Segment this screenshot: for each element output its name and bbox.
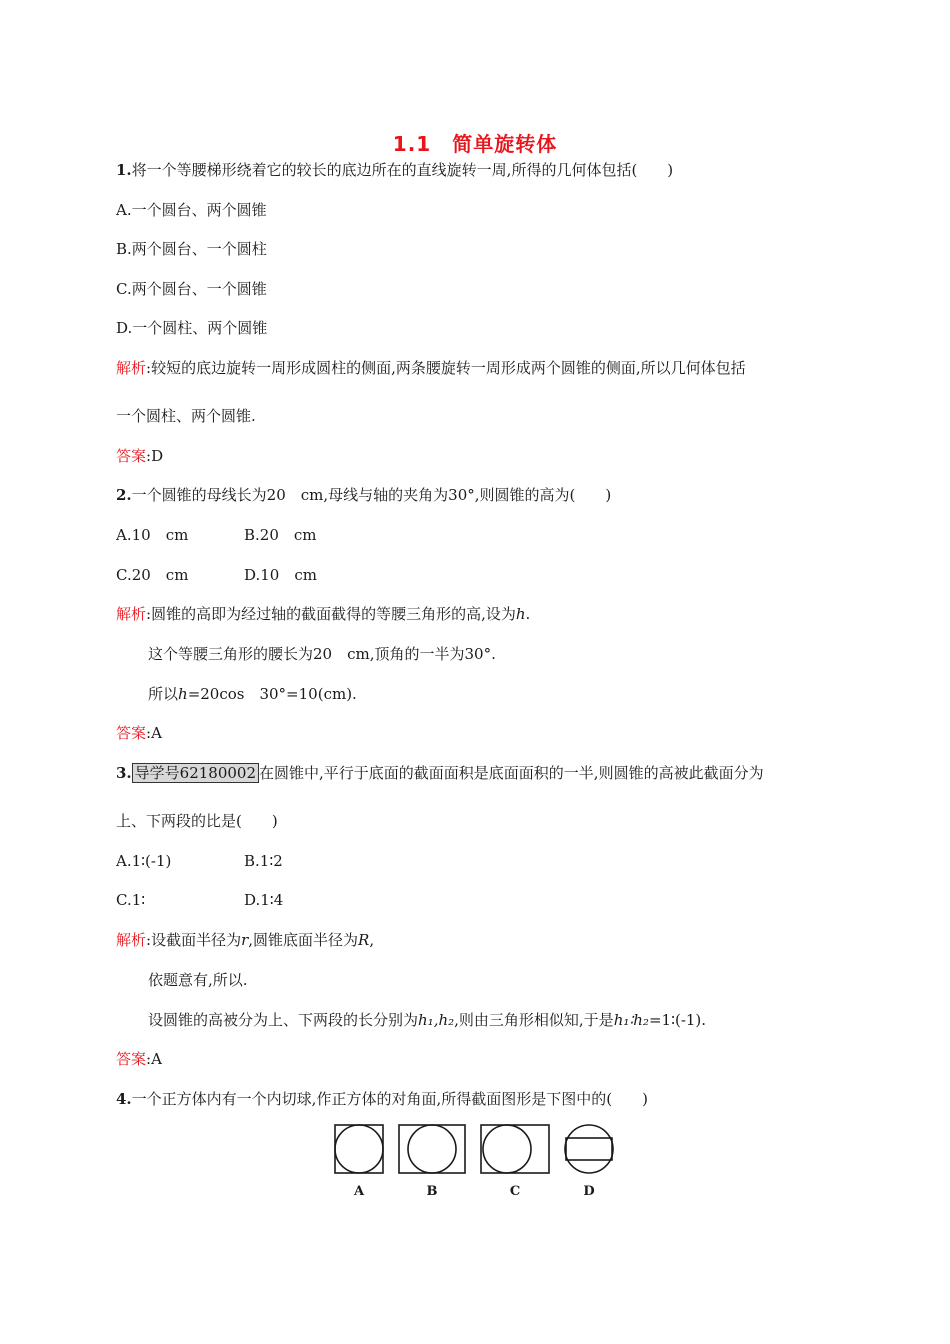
option-c: C.两个圆台、一个圆锥 (116, 280, 267, 298)
analysis-label: 解析 (116, 359, 147, 377)
question-stem-continued: 上、下两段的比是( ) (116, 812, 278, 830)
analysis-end: . (525, 605, 531, 623)
option-c: C.1∶ (116, 891, 146, 909)
question-number: 4. (116, 1090, 132, 1108)
question-2 (116, 485, 611, 505)
question-4 (116, 1089, 648, 1109)
analysis-line-3 (148, 684, 357, 704)
variable-R: R (358, 931, 370, 949)
variable-h: h (515, 605, 526, 623)
option-b: B.两个圆台、一个圆柱 (116, 240, 267, 258)
answer-label: 答案 (116, 724, 147, 742)
option-b: B.1∶2 (244, 852, 283, 870)
ratio: h₁∶h₂ (613, 1011, 649, 1029)
figure-label-b: B (426, 1184, 438, 1199)
analysis (116, 604, 530, 624)
answer-value: :A (146, 1050, 162, 1068)
analysis-line-2: 依题意有,所以. (148, 971, 248, 989)
analysis-line-3 (148, 1010, 706, 1030)
text: 设圆锥的高被分为上、下两段的长分别为 (148, 1011, 419, 1029)
analysis-text: :圆锥的高即为经过轴的截面截得的等腰三角形的高,设为 (146, 605, 516, 623)
cross-section-figures (330, 1120, 620, 1180)
figure-label-d: D (583, 1184, 595, 1199)
text: , (369, 931, 375, 949)
option-a: A.10 cm (116, 526, 189, 544)
option-c: C.20 cm (116, 566, 189, 584)
option-a: A.一个圆台、两个圆锥 (116, 201, 267, 219)
answer (116, 1049, 162, 1069)
figure-label-a: A (353, 1184, 365, 1199)
text: =20cos 30°=10(cm). (187, 685, 357, 703)
figure-c (481, 1125, 549, 1173)
answer-value: :D (146, 447, 164, 465)
question-stem: 在圆锥中,平行于底面的截面面积是底面面积的一半,则圆锥的高被此截面分为 (259, 764, 764, 782)
variables-h1-h2: h₁,h₂ (418, 1011, 455, 1029)
page-title: 1.1 简单旋转体 (392, 132, 558, 156)
text: =1∶(-1). (648, 1011, 707, 1029)
option-d: D.1∶4 (244, 891, 284, 909)
figure-d (565, 1125, 613, 1173)
option-b: B.20 cm (244, 526, 317, 544)
question-number: 1. (116, 161, 132, 179)
option-a: A.1∶(-1) (116, 852, 172, 870)
analysis (116, 930, 374, 950)
figure-options (330, 1120, 620, 1210)
answer-value: :A (146, 724, 162, 742)
question-stem: 将一个等腰梯形绕着它的较长的底边所在的直线旋转一周,所得的几何体包括( ) (131, 161, 674, 179)
figure-a (335, 1125, 383, 1173)
analysis-line-2: 这个等腰三角形的腰长为20 cm,顶角的一半为30°. (148, 645, 496, 663)
analysis (116, 358, 746, 378)
analysis-label: 解析 (116, 931, 147, 949)
text: 所以 (148, 685, 179, 703)
answer (116, 446, 163, 466)
question-3 (116, 763, 764, 783)
variable-h: h (178, 685, 188, 703)
question-stem: 一个圆锥的母线长为20 cm,母线与轴的夹角为30°,则圆锥的高为( ) (131, 486, 612, 504)
analysis-text: :较短的底边旋转一周形成圆柱的侧面,两条腰旋转一周形成两个圆锥的侧面,所以几何体包括 (146, 359, 746, 377)
option-d: D.一个圆柱、两个圆锥 (116, 319, 268, 337)
answer (116, 723, 162, 743)
question-number: 3. (116, 764, 132, 782)
text: ,圆锥底面半径为 (248, 931, 359, 949)
variable-r: r (241, 931, 249, 949)
answer-label: 答案 (116, 447, 147, 465)
option-d: D.10 cm (244, 566, 317, 584)
figure-label-c: C (509, 1184, 521, 1199)
analysis-label: 解析 (116, 605, 147, 623)
text: ,则由三角形相似知,于是 (454, 1011, 614, 1029)
figure-b (399, 1125, 465, 1173)
answer-label: 答案 (116, 1050, 147, 1068)
question-stem: 一个正方体内有一个内切球,作正方体的对角面,所得截面图形是下图中的( ) (131, 1090, 648, 1108)
question-number: 2. (116, 486, 132, 504)
analysis-continued: 一个圆柱、两个圆锥. (116, 407, 256, 425)
guide-number-badge[interactable]: 导学号62180002 (132, 763, 259, 783)
question-1 (116, 160, 673, 180)
text: :设截面半径为 (146, 931, 242, 949)
